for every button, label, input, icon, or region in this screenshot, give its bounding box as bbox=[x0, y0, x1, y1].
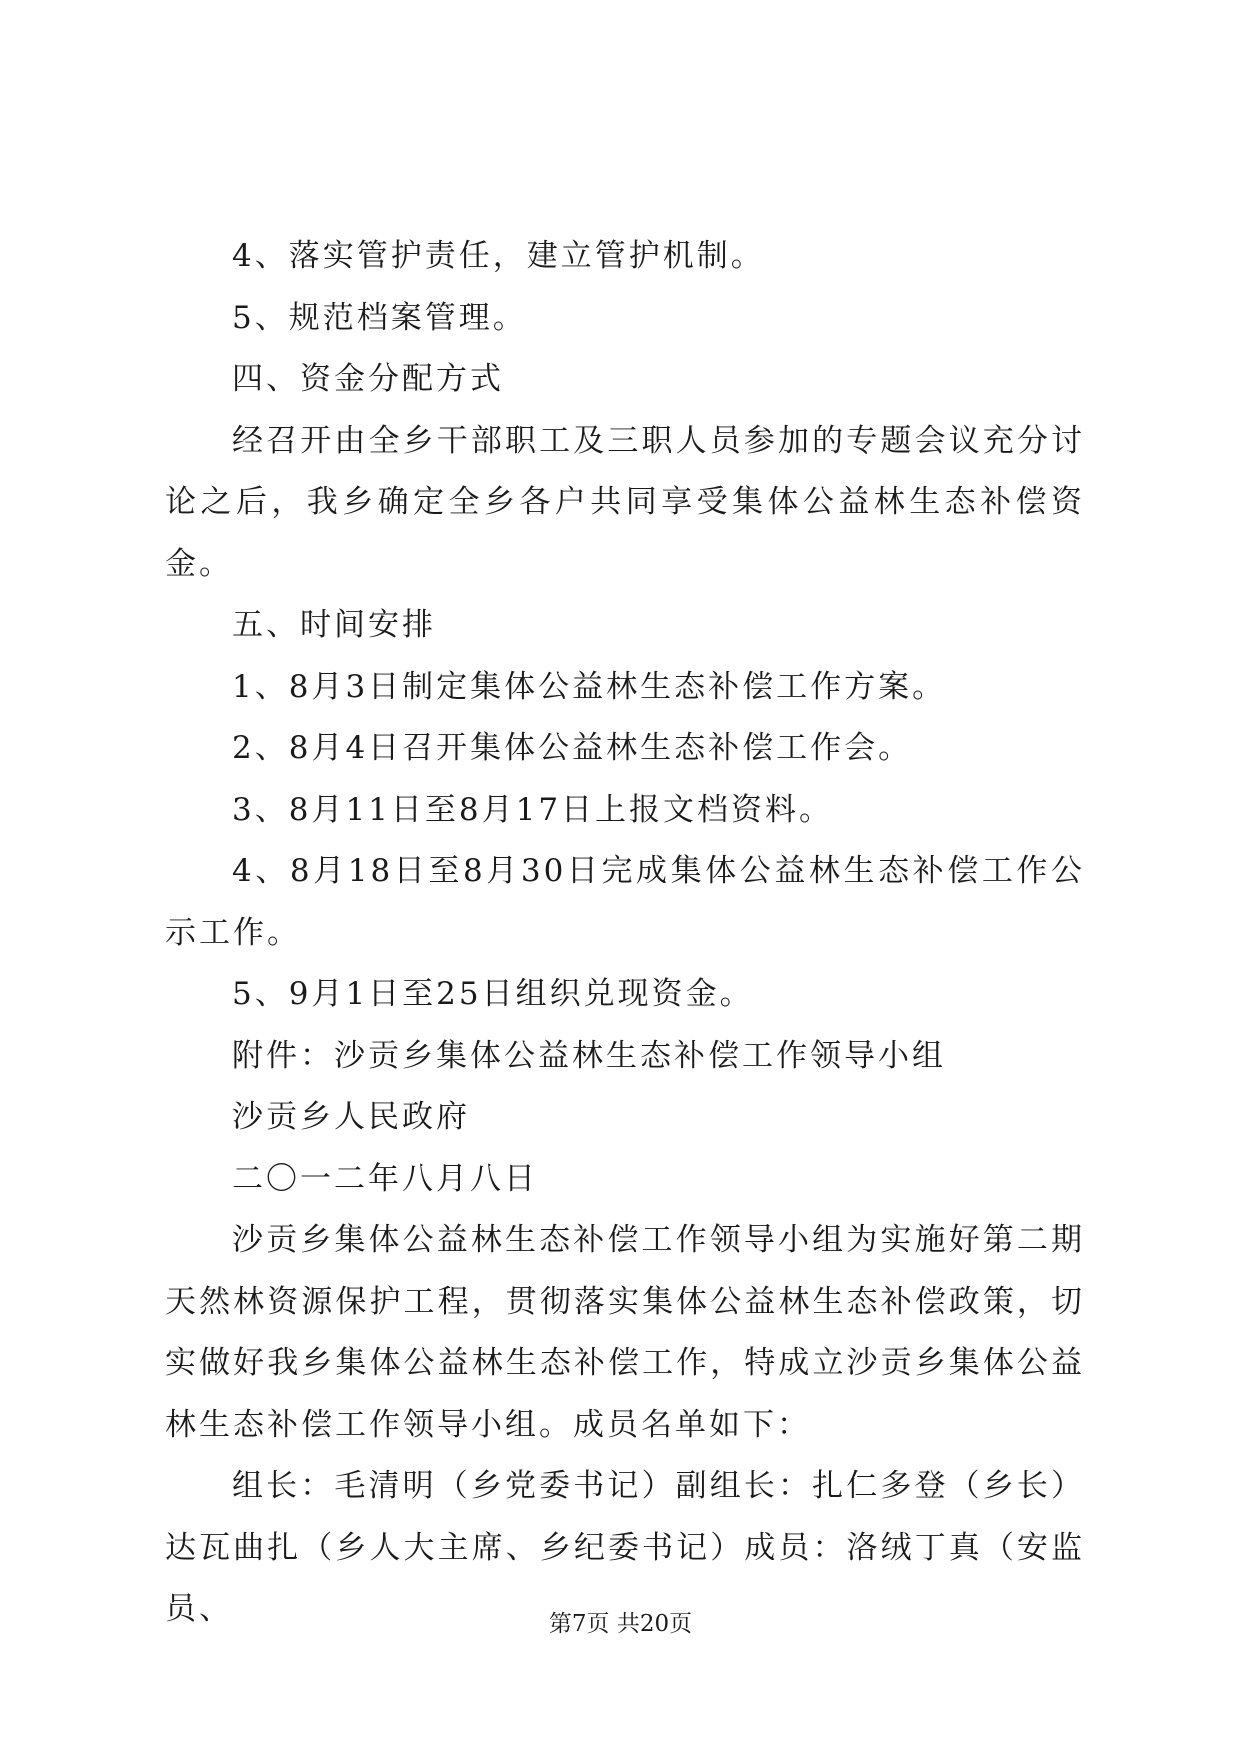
document-body bbox=[165, 226, 1085, 1641]
section-heading: 五、时间安排 bbox=[232, 607, 436, 643]
signature-date: 二〇一二年八月八日 bbox=[232, 1160, 538, 1197]
paragraph: 5、规范档案管理。 bbox=[232, 299, 527, 336]
paragraph: 沙贡乡集体公益林生态补偿工作领导小组为实施好第二期天然林资源保护工程，贯彻落实集体公益林生态补偿政策，切实做好我乡集体公益林生态补偿工作，特成立沙贡乡集体公益林生态补偿工作领导小组。成员名单如下： bbox=[165, 1222, 1085, 1443]
signature-org: 沙贡乡人民政府 bbox=[232, 1099, 470, 1135]
paragraph: 4、落实管护责任，建立管护机制。 bbox=[232, 238, 765, 274]
schedule-item: 1、8月3日制定集体公益林生态补偿工作方案。 bbox=[232, 668, 947, 705]
page-number-footer: 第7页 共20页 bbox=[548, 1611, 693, 1637]
schedule-item: 5、9月1日至25日组织兑现资金。 bbox=[232, 976, 754, 1012]
schedule-item: 3、8月11日至8月17日上报文档资料。 bbox=[232, 791, 834, 828]
paragraph: 经召开由全乡干部职工及三职人员参加的专题会议充分讨论之后，我乡确定全乡各户共同享受集体公益林生态补偿资金。 bbox=[165, 422, 1085, 582]
section-heading: 四、资金分配方式 bbox=[232, 361, 504, 397]
attachment-line: 附件：沙贡乡集体公益林生态补偿工作领导小组 bbox=[232, 1037, 946, 1074]
schedule-item: 4、8月18日至8月30日完成集体公益林生态补偿工作公示工作。 bbox=[165, 853, 1085, 951]
schedule-item: 2、8月4日召开集体公益林生态补偿工作会。 bbox=[232, 730, 913, 766]
paragraph: 组长：毛清明（乡党委书记）副组长：扎仁多登（乡长）达瓦曲扎（乡人大主席、乡纪委书记）成员：洛绒丁真（安监员、 bbox=[165, 1468, 1085, 1627]
